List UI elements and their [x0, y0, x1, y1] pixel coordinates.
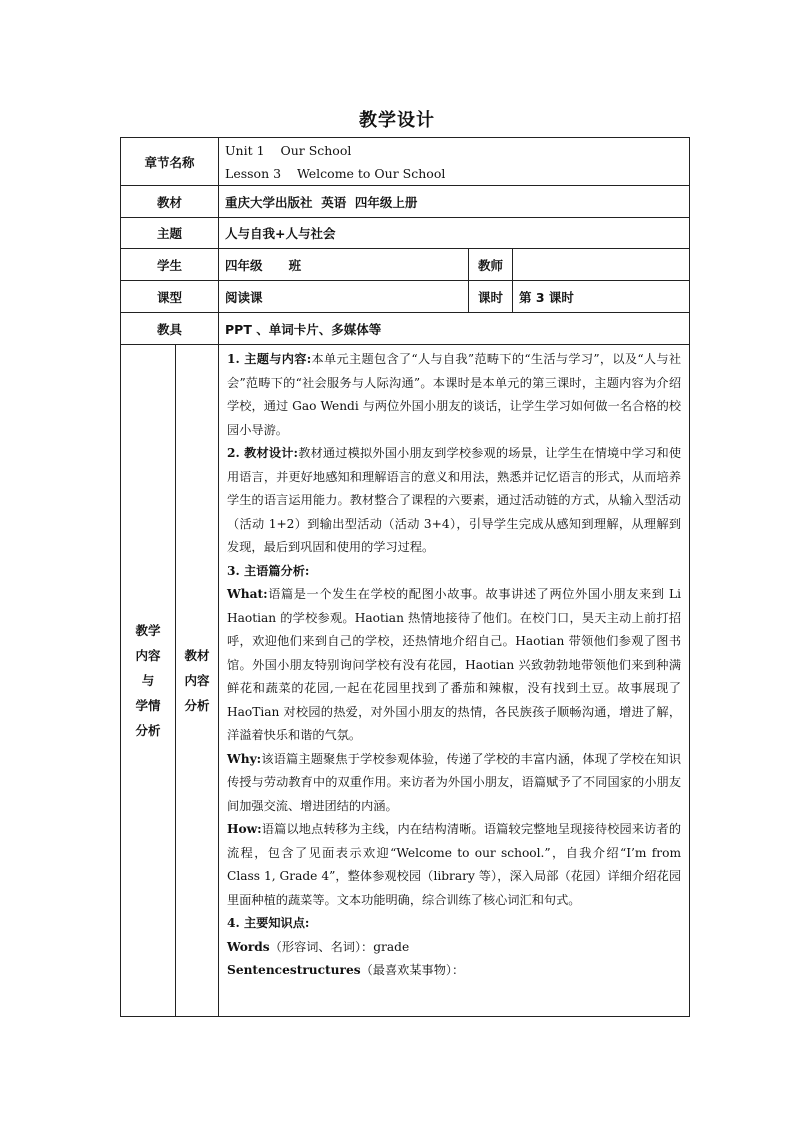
row-theme — [121, 218, 690, 249]
period-label: 课时 — [469, 281, 513, 313]
page-title: 教学设计 — [359, 110, 435, 131]
section-heading: 3. 主语篇分析: — [227, 563, 310, 578]
why-text: 该语篇主题聚焦于学校参观体验，传递了学校的丰富内涵，体现了学校在知识传授与劳动教育中的双重作用。来访者为外国小朋友，语篇赋予了不同国家的小朋友间加强交流、增进团结的内涵。 — [227, 751, 682, 813]
textbook-value: 重庆大学出版社 英语 四年级上册 — [219, 186, 690, 218]
outer-label-line: 分析 — [135, 723, 161, 738]
row-analysis — [121, 345, 690, 1017]
chapter-value — [219, 138, 690, 186]
inner-label-line: 内容 — [184, 673, 210, 688]
sentences-line — [227, 959, 681, 983]
row-textbook — [121, 186, 690, 218]
row-aids — [121, 313, 690, 345]
why-heading: Why: — [227, 751, 262, 766]
row-lesson-type — [121, 281, 690, 313]
period-value: 第 3 课时 — [513, 281, 690, 313]
teacher-value — [513, 249, 690, 281]
sentences-text: （最喜欢某事物）： — [360, 963, 465, 977]
section-what — [227, 583, 681, 748]
section-heading: 1. 主题与内容: — [227, 352, 312, 366]
teacher-label: 教师 — [469, 249, 513, 281]
section-text: 本单元主题包含了“人与自我”范畴下的“生活与学习”，以及“人与社会”范畴下的“社会服务与人际沟通”。本课时是本单元的第三课时，主题内容为介绍学校，通过 Gao Wendi 与两位外国小朋友的谈话，让学生学习如何做一名合格的校园小导游。 — [227, 352, 682, 437]
aids-value: PPT 、单词卡片、多媒体等 — [219, 313, 690, 345]
theme-value: 人与自我+人与社会 — [219, 218, 690, 249]
section-textbook-design — [227, 442, 681, 560]
how-heading: How: — [227, 822, 262, 836]
analysis-content — [219, 345, 690, 1017]
chapter-label: 章节名称 — [121, 138, 219, 186]
section-how — [227, 818, 681, 912]
textbook-label: 教材 — [121, 186, 219, 218]
inner-label-line: 分析 — [184, 698, 210, 713]
row-chapter — [121, 138, 690, 186]
inner-label-line: 教材 — [184, 648, 210, 663]
section-heading: 4. 主要知识点: — [227, 916, 310, 930]
section-heading: 2. 教材设计: — [227, 446, 299, 460]
lesson-plan-table — [120, 137, 690, 1017]
section-discourse-analysis — [227, 560, 681, 584]
aids-label: 教具 — [121, 313, 219, 345]
analysis-outer-label — [121, 345, 176, 1017]
section-why — [227, 748, 681, 819]
student-value: 四年级 班 — [219, 249, 469, 281]
outer-label-line: 内容 — [135, 648, 161, 663]
lesson-type-label: 课型 — [121, 281, 219, 313]
what-heading: What: — [227, 587, 268, 601]
words-text: （形容词、名词）：grade — [269, 939, 410, 954]
chapter-unit: Unit 1 Our School — [225, 142, 352, 158]
section-text: 教材通过模拟外国小朋友到学校参观的场景，让学生在情境中学习和使用语言，并更好地感知和理解语言的意义和用法，熟悉并记忆语言的形式，从而培养学生的语言运用能力。教材整合了课程的六要素，通过活动链的方式，从输入型活动（活动 1+2）到输出型活动（活动 3+4），引导学生完成从感知到理解，从理解到发现，最后到巩固和使用的学习过程。 — [227, 446, 682, 554]
words-line — [227, 936, 681, 960]
analysis-inner-label — [176, 345, 219, 1017]
outer-label-line: 学情 — [135, 698, 161, 713]
student-label: 学生 — [121, 249, 219, 281]
section-knowledge-points — [227, 912, 681, 936]
row-student — [121, 249, 690, 281]
sentences-heading: Sentencestructures — [227, 963, 361, 977]
chapter-lesson: Lesson 3 Welcome to Our School — [225, 165, 446, 181]
lesson-type-value: 阅读课 — [219, 281, 469, 313]
theme-label: 主题 — [121, 218, 219, 249]
section-theme-content — [227, 348, 681, 442]
how-text: 语篇以地点转移为主线，内在结构清晰。语篇较完整地呈现接待校园来访者的流程，包含了见面表示欢迎“Welcome to our school.”，自我介绍“I’m from Class 1, Grade 4”，整体参观校园（library 等），深入局部（花园）详细介绍花园里面种植的蔬菜等。文本功能明确，综合训练了核心词汇和句式。 — [227, 822, 682, 907]
words-heading: Words — [227, 939, 270, 954]
what-text: 语篇是一个发生在学校的配图小故事。故事讲述了两位外国小朋友来到 Li Haotian 的学校参观。Haotian 热情地接待了他们。在校门口，昊天主动上前打招呼，欢迎他们来到自己的学校，还热情地介绍自己。Haotian 带领他们参观了图书馆。外国小朋友特别询问学校有没有花园，Haotian 兴致勃勃地带领他们来到种满鲜花和蔬菜的花园,一起在花园里找到了番茄和辣椒，没有找到土豆。故事展现了 HaoTian 对校园的热爱，对外国小朋友的热情，各民族孩子顺畅沟通，增进了解，洋溢着快乐和谐的气氛。 — [227, 587, 682, 742]
outer-label-line: 教学 — [135, 623, 161, 638]
outer-label-line: 与 — [141, 673, 155, 688]
